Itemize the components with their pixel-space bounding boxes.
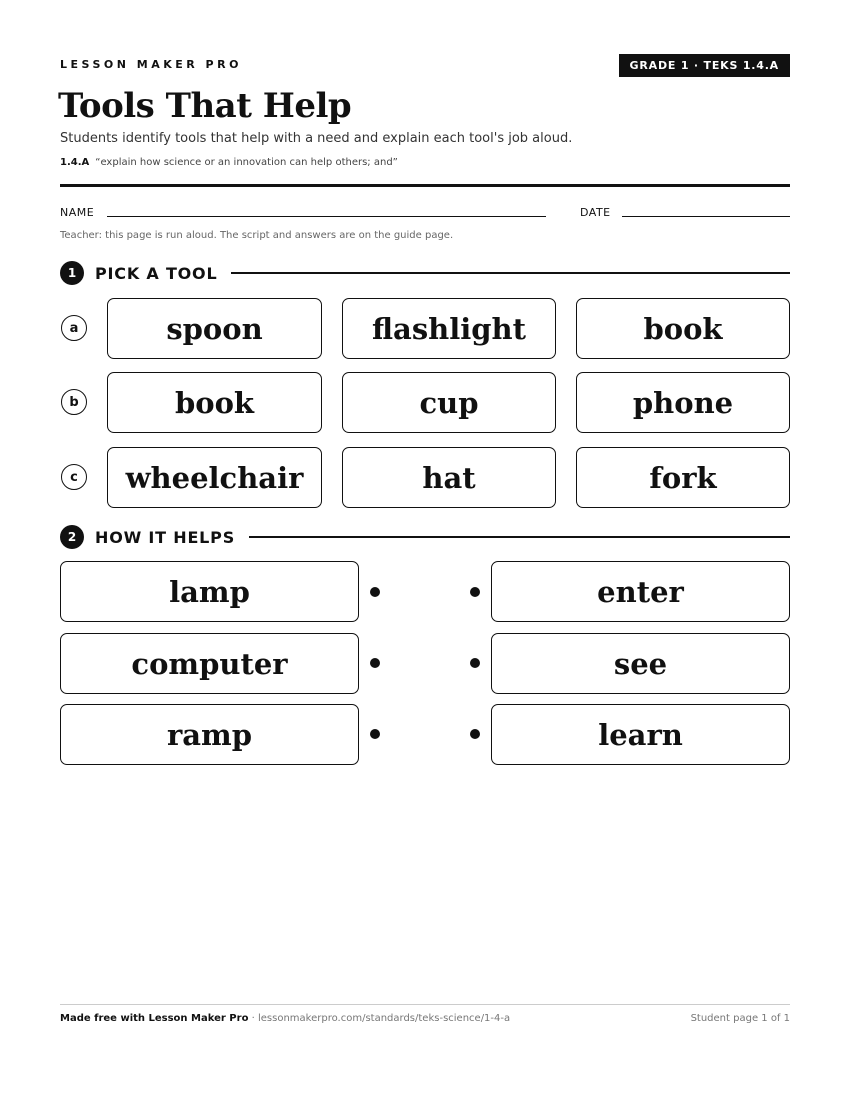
match-left-card[interactable]: lamp [60, 561, 359, 622]
footer-page-label: Student page 1 of 1 [690, 1013, 790, 1024]
match-left-dot[interactable] [370, 658, 380, 668]
section-number-badge: 2 [60, 525, 84, 549]
footer-url-link[interactable]: lessonmakerpro.com/standards/teks-science/1-4-a [257, 1013, 511, 1024]
tool-choice-card[interactable]: phone [576, 372, 790, 433]
page-subtitle: Students identify tools that help with a need and explain each tool's job aloud. [60, 131, 573, 146]
row-letter-c: c [61, 464, 87, 490]
match-right-dot[interactable] [470, 658, 480, 668]
section-how-it-helps-header [60, 525, 790, 549]
tool-choice-card[interactable]: spoon [107, 298, 322, 359]
tool-choice-card[interactable]: wheelchair [107, 447, 322, 508]
teacher-note: Teacher: this page is run aloud. The script and answers are on the guide page. [60, 230, 454, 241]
tool-choice-card[interactable]: cup [342, 372, 556, 433]
footer-divider [60, 1004, 790, 1005]
match-left-dot[interactable] [370, 729, 380, 739]
grade-badge: GRADE 1 · TEKS 1.4.A [619, 54, 790, 77]
standard-code: 1.4.A [60, 157, 90, 168]
page-title: Tools That Help [58, 86, 352, 126]
date-label: DATE [580, 206, 611, 219]
match-right-dot[interactable] [470, 587, 480, 597]
match-left-dot[interactable] [370, 587, 380, 597]
section-number-badge: 1 [60, 261, 84, 285]
match-right-card[interactable]: see [491, 633, 790, 694]
section-title: HOW IT HELPS [95, 527, 236, 547]
brand-name: LESSON MAKER PRO [60, 58, 242, 71]
tool-choice-card[interactable]: hat [342, 447, 556, 508]
name-label: NAME [60, 206, 95, 219]
footer-credit [60, 1013, 510, 1024]
row-letter-a: a [61, 315, 87, 341]
standard-line [60, 157, 398, 168]
tool-choice-card[interactable]: book [107, 372, 322, 433]
footer-separator: · [248, 1013, 258, 1024]
section-divider [249, 536, 790, 538]
row-letter-b: b [61, 389, 87, 415]
match-right-dot[interactable] [470, 729, 480, 739]
header-divider [60, 184, 790, 187]
match-left-card[interactable]: computer [60, 633, 359, 694]
section-divider [231, 272, 790, 274]
date-field-line[interactable] [622, 216, 790, 217]
footer-made-with: Made free with Lesson Maker Pro [60, 1013, 249, 1024]
tool-choice-card[interactable]: flashlight [342, 298, 556, 359]
standard-text: “explain how science or an innovation can help others; and” [95, 157, 398, 168]
section-pick-a-tool-header [60, 261, 790, 285]
match-right-card[interactable]: learn [491, 704, 790, 765]
name-field-line[interactable] [107, 216, 546, 217]
tool-choice-card[interactable]: book [576, 298, 790, 359]
section-title: PICK A TOOL [95, 263, 218, 283]
tool-choice-card[interactable]: fork [576, 447, 790, 508]
match-left-card[interactable]: ramp [60, 704, 359, 765]
match-right-card[interactable]: enter [491, 561, 790, 622]
